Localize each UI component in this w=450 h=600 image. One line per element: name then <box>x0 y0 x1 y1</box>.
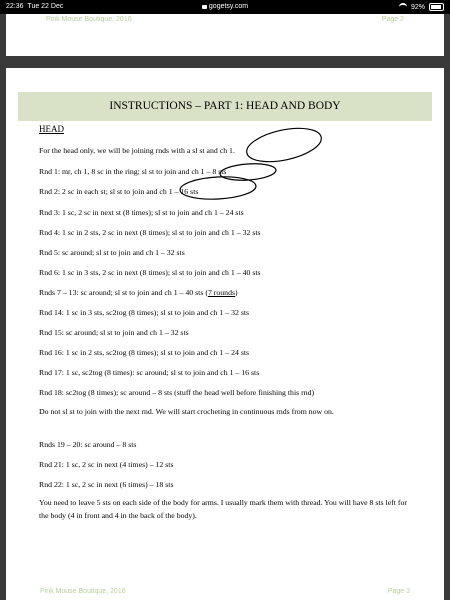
battery-icon <box>429 3 444 11</box>
underlined-text: 7 rounds <box>207 288 236 297</box>
ink-circle-1 <box>244 122 325 167</box>
prev-footer-left: Pink Mouse Boutique, 2016 <box>46 16 132 23</box>
section-banner: INSTRUCTIONS – PART 1: HEAD AND BODY <box>18 92 432 121</box>
instruction-line: Rnd 21: 1 sc, 2 sc in next (4 times) – 12 sts <box>39 460 174 469</box>
status-time: 22:36 <box>6 3 24 10</box>
prev-footer-right: Page 2 <box>381 16 404 23</box>
instruction-line: For the head only, we will be joining rnds with a sl st and ch 1. <box>39 146 235 155</box>
ink-circle-3 <box>179 175 256 201</box>
instruction-line: Rnd 17: 1 sc, sc2tog (8 times): sc around; sl st to join and ch 1 – 16 sts <box>39 368 260 377</box>
footer-left: Pink Mouse Boutique, 2016 <box>40 588 126 595</box>
instruction-line: Rnd 14: 1 sc in 3 sts, sc2tog (8 times); sl st to join and ch 1 – 32 sts <box>39 308 250 317</box>
instruction-paragraph: You need to leave 5 sts on each side of the body for arms. I usually mark them with thread. You will have 8 sts left for the body (4 in front and 4 in the back of the body). <box>39 498 407 520</box>
instruction-line: Rnd 6: 1 sc in 3 sts, 2 sc in next (8 times); sl st to join and ch 1 – 40 sts <box>39 268 261 277</box>
instruction-line: Rnd 15: sc around; sl st to join and ch 1 – 32 sts <box>39 328 189 337</box>
battery-percent: 92% <box>410 3 425 11</box>
previous-page <box>6 14 444 56</box>
instruction-text: Rnds 7 – 13: sc around; sl st to join and ch 1 – 40 sts ( <box>39 288 208 297</box>
status-right <box>399 3 444 11</box>
instruction-line: Rnd 2: 2 sc in each st; sl st to join and ch 1 – 16 sts <box>39 187 199 196</box>
instruction-line: Rnd 4: 1 sc in 2 sts, 2 sc in next (8 times); sl st to join and ch 1 – 32 sts <box>39 228 261 237</box>
document-page <box>6 68 444 600</box>
footer-page-number: Page 3 <box>387 588 410 595</box>
lock-icon <box>202 5 207 9</box>
wifi-icon <box>399 3 407 11</box>
section-heading: HEAD <box>39 124 64 134</box>
instruction-text: ) <box>235 288 238 297</box>
status-bar <box>0 0 450 14</box>
instruction-line: Rnds 19 – 20: sc around – 8 sts <box>39 440 137 449</box>
handwritten-circles <box>6 68 444 600</box>
instruction-line: Rnd 3: 1 sc, 2 sc in next st (8 times); sl st to join and ch 1 – 24 sts <box>39 208 244 217</box>
address-bar[interactable] <box>0 3 450 10</box>
instruction-line: Rnd 1: mr, ch 1, 8 sc in the ring; sl st to join and ch 1 – 8 sts <box>39 167 227 176</box>
status-date: Tue 22 Dec <box>27 3 64 10</box>
instruction-line: Rnd 16: 1 sc in 2 sts, sc2tog (8 times); sl st to join and ch 1 – 24 sts <box>39 348 250 357</box>
url-text: gogetsy.com <box>208 3 249 10</box>
instruction-paragraph: Do not sl st to join with the next rnd. We will start crocheting in continuous rnds from now on. <box>39 407 334 416</box>
instruction-line: Rnd 5: sc around; sl st to join and ch 1 – 32 sts <box>39 248 185 257</box>
instruction-line: Rnd 18: sc2tog (8 times); sc around – 8 sts (stuff the head well before finishing this rnd) <box>39 388 315 397</box>
ink-circle-2 <box>220 162 277 182</box>
instruction-line: Rnd 22: 1 sc, 2 sc in next (6 times) – 18 sts <box>39 480 174 489</box>
